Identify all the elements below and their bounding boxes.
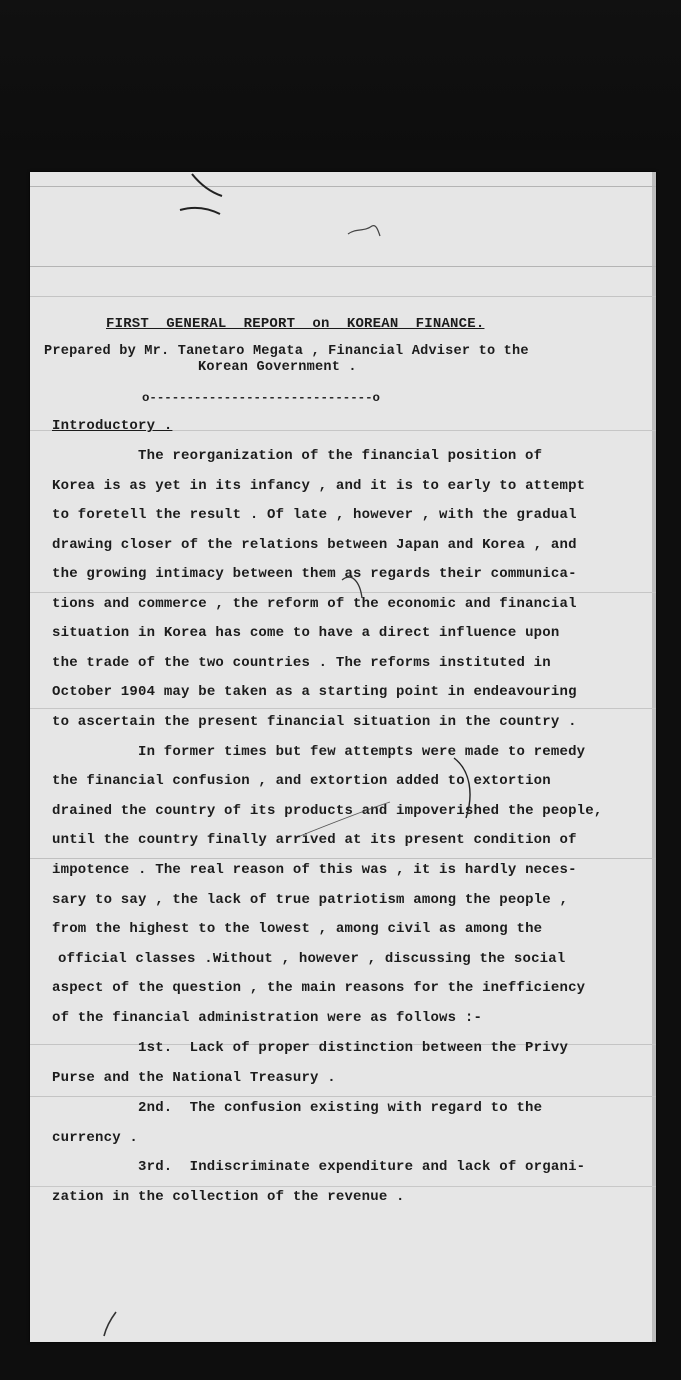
report-title: FIRST GENERAL REPORT on KOREAN FINANCE.: [106, 316, 485, 332]
byline-line-1: Prepared by Mr. Tanetaro Megata , Financial Adviser to the: [44, 344, 529, 359]
film-border-top: [0, 0, 681, 150]
body-line: The reorganization of the financial position of: [138, 448, 543, 464]
list-item: 1st. Lack of proper distinction between the Privy: [138, 1040, 569, 1056]
body-line: impotence . The real reason of this was , it is hardly neces-: [52, 862, 577, 878]
body-line: October 1904 may be taken as a starting point in endeavouring: [52, 684, 577, 700]
body-line: the growing intimacy between them as regards their communica-: [52, 566, 577, 582]
body-line: the financial confusion , and extortion added to extortion: [52, 773, 551, 789]
body-line: Korea is as yet in its infancy , and it is to early to attempt: [52, 478, 586, 494]
list-item: 3rd. Indiscriminate expenditure and lack of organi-: [138, 1159, 586, 1175]
pencil-mark: [104, 1312, 116, 1336]
list-item-continued: currency .: [52, 1130, 139, 1146]
body-line: to ascertain the present financial situation in the country .: [52, 714, 577, 730]
document-page: [30, 172, 656, 1342]
list-item-continued: zation in the collection of the revenue .: [52, 1189, 405, 1205]
body-line: until the country finally arrived at its present condition of: [52, 832, 577, 848]
body-line: situation in Korea has come to have a direct influence upon: [52, 625, 560, 641]
list-item: 2nd. The confusion existing with regard to the: [138, 1100, 543, 1116]
byline-line-2: Korean Government .: [198, 360, 357, 375]
pencil-mark: [348, 226, 380, 236]
body-line: drawing closer of the relations between Japan and Korea , and: [52, 537, 577, 553]
body-line: the trade of the two countries . The reforms instituted in: [52, 655, 551, 671]
pencil-mark: [192, 174, 222, 196]
body-line: to foretell the result . Of late , however , with the gradual: [52, 507, 577, 523]
scan-rule: [30, 858, 656, 859]
list-item-continued: Purse and the National Treasury .: [52, 1070, 336, 1086]
scan-rule: [30, 186, 656, 187]
page-edge: [652, 172, 656, 1342]
body-line: drained the country of its products and impoverished the people,: [52, 803, 603, 819]
body-line: official classes .Without , however , discussing the social: [58, 951, 566, 967]
body-line: tions and commerce , the reform of the economic and financial: [52, 596, 577, 612]
body-line: In former times but few attempts were made to remedy: [138, 744, 586, 760]
scan-rule: [30, 296, 656, 297]
scan-rule: [30, 592, 656, 593]
body-line: sary to say , the lack of true patriotism among the people ,: [52, 892, 569, 908]
section-heading: Introductory .: [52, 418, 173, 434]
scan-rule: [30, 1186, 656, 1187]
scan-rule: [30, 266, 656, 267]
pencil-mark: [180, 208, 220, 214]
body-line: from the highest to the lowest , among civil as among the: [52, 921, 543, 937]
body-line: aspect of the question , the main reasons for the inefficiency: [52, 980, 586, 996]
section-divider: o------------------------------o: [142, 391, 380, 405]
scan-rule: [30, 1096, 656, 1097]
body-line: of the financial administration were as follows :-: [52, 1010, 483, 1026]
scan-rule: [30, 708, 656, 709]
